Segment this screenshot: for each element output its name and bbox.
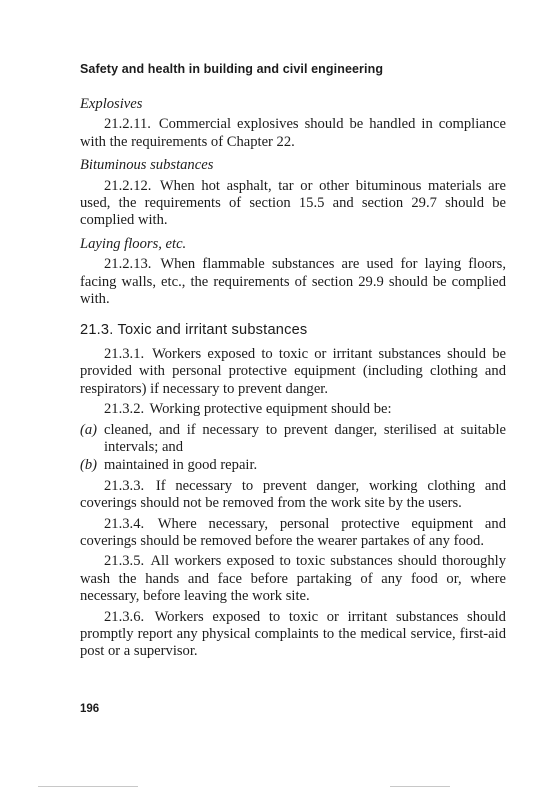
paragraph-text: Working protective equipment should be: xyxy=(149,401,392,418)
paragraph-text: If necessary to prevent danger, working clothing and coverings should not be removed from the work site by the users. xyxy=(80,477,506,512)
paragraph-21-2-12 xyxy=(80,178,506,230)
paragraph-text: When hot asphalt, tar or other bituminous materials are used, the requirements of section 15.5 and section 29.7 should be complied with. xyxy=(80,177,506,229)
subheading-explosives: Explosives xyxy=(80,96,143,112)
list-item xyxy=(80,457,506,474)
paragraph-21-3-4 xyxy=(80,516,506,551)
list-marker: (a) xyxy=(80,421,98,438)
paragraph-text: Workers exposed to toxic or irritant substances should promptly report any physical complaints to the medical service, first-aid post or a supervisor. xyxy=(80,608,506,660)
scan-edge-mark xyxy=(38,786,138,787)
scan-edge-mark xyxy=(390,786,450,787)
list-marker: (b) xyxy=(80,457,98,474)
paragraph-21-2-11 xyxy=(80,116,506,151)
paragraph-number: 21.2.13. xyxy=(104,256,152,273)
paragraph-number: 21.2.11. xyxy=(104,116,151,133)
paragraph-21-2-13 xyxy=(80,256,506,308)
section-heading: 21.3. Toxic and irritant substances xyxy=(80,322,308,339)
paragraph-text: All workers exposed to toxic substances should thoroughly wash the hands and face before partaking of any food or, where necessary, before leaving the work site. xyxy=(80,553,507,605)
paragraph-21-3-1 xyxy=(80,346,506,398)
list-item-text: maintained in good repair. xyxy=(104,457,258,474)
paragraph-21-3-5 xyxy=(80,553,506,605)
page-number: 196 xyxy=(80,703,100,715)
paragraph-text: Workers exposed to toxic or irritant substances should be provided with personal protective equipment (including clothing and respirators) if necessary to prevent danger. xyxy=(80,345,506,397)
paragraph-text: Where necessary, personal protective equipment and coverings should be removed before the wearer partakes of any food. xyxy=(80,515,507,549)
paragraph-21-3-2 xyxy=(80,401,506,418)
paragraph-text: When flammable substances are used for laying floors, facing walls, etc., the requirements of section 29.9 should be complied with. xyxy=(80,256,506,308)
paragraph-number: 21.2.12. xyxy=(104,177,152,194)
subheading-bituminous-substances: Bituminous substances xyxy=(80,157,214,174)
running-head: Safety and health in building and civil engineering xyxy=(80,62,384,76)
subheading-laying-floors: Laying floors, etc. xyxy=(80,235,187,252)
paragraph-number: 21.3.6. xyxy=(104,608,145,625)
paragraph-number: 21.3.1. xyxy=(104,345,145,362)
page-body xyxy=(80,96,506,664)
list-item xyxy=(80,422,506,457)
paragraph-21-3-3 xyxy=(80,478,506,513)
paragraph-number: 21.3.4. xyxy=(104,515,145,532)
paragraph-number: 21.3.3. xyxy=(104,477,145,494)
paragraph-number: 21.3.2. xyxy=(104,401,145,418)
list-item-text: cleaned, and if necessary to prevent danger, sterilised at suitable intervals; and xyxy=(104,421,506,455)
paragraph-number: 21.3.5. xyxy=(104,553,145,570)
paragraph-21-3-6 xyxy=(80,609,506,661)
paragraph-text: Commercial explosives should be handled in compliance with the requirements of Chapter 22. xyxy=(80,116,506,150)
